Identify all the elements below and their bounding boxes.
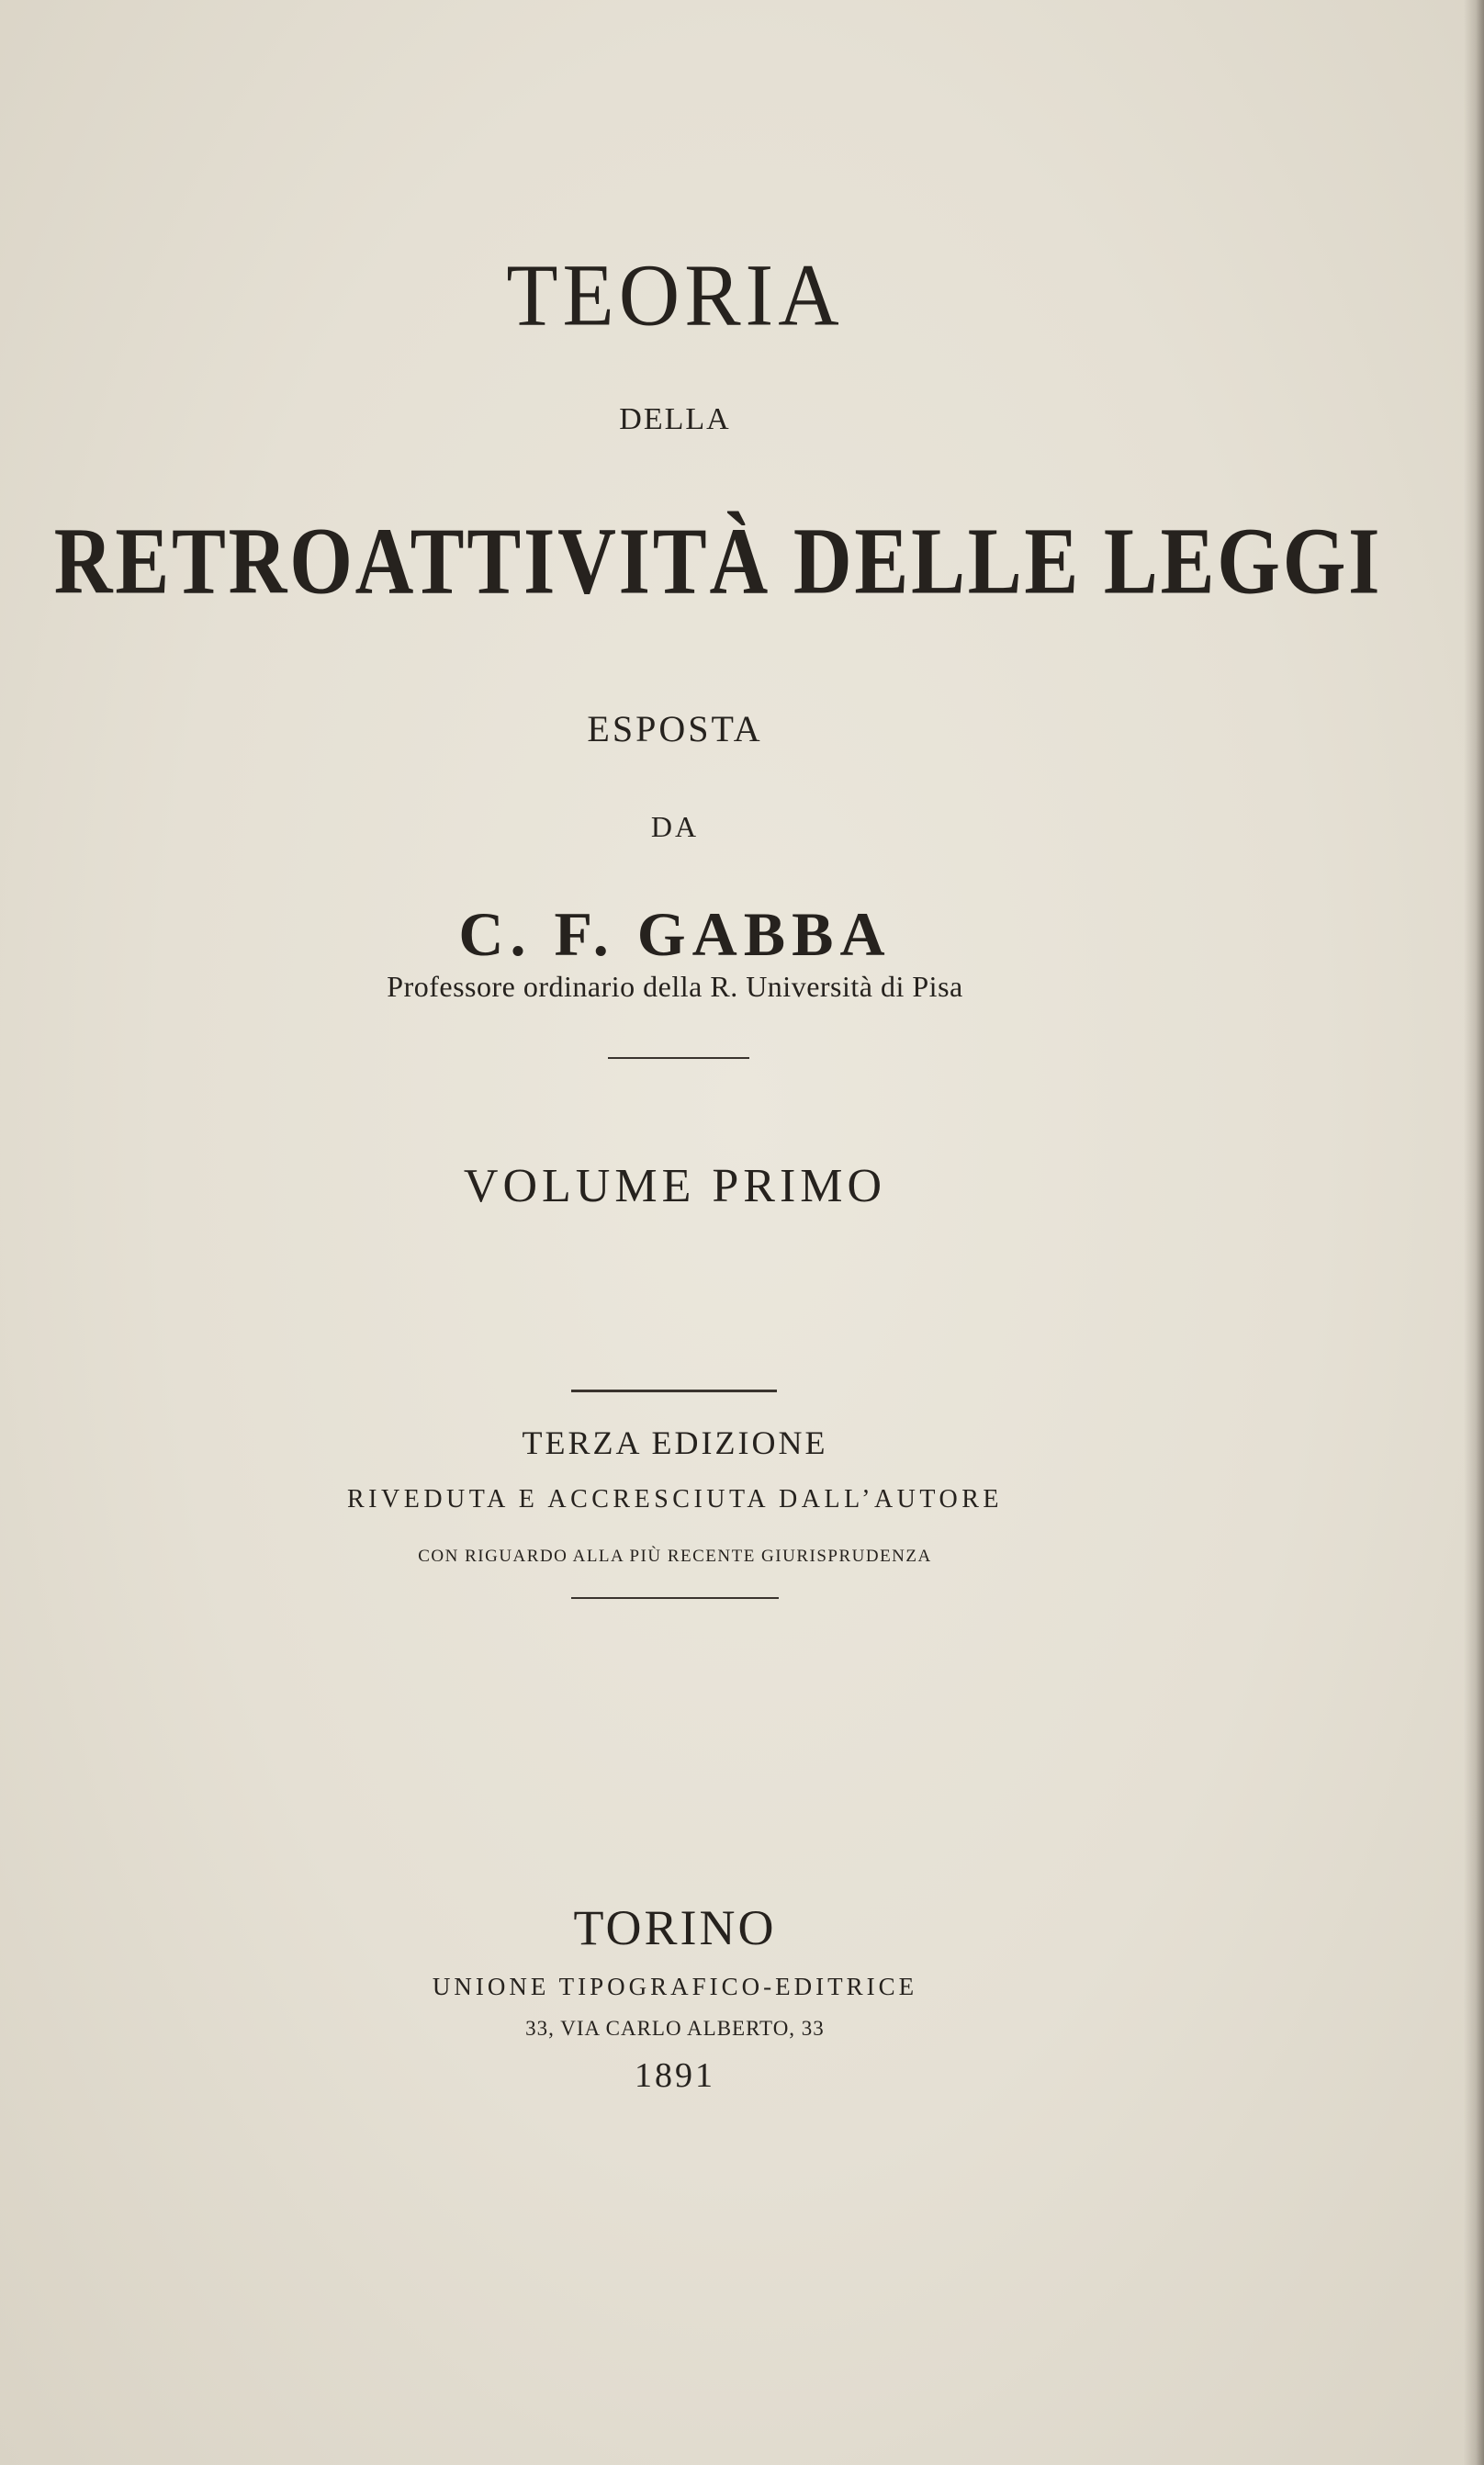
title-line-theory: TEORIA: [506, 245, 844, 344]
author-name: C. F. GABBA: [458, 899, 892, 969]
jurisprudence-note: CON RIGUARDO ALLA PIÙ RECENTE GIURISPRUDENZA: [418, 1547, 932, 1566]
volume-label: VOLUME PRIMO: [463, 1160, 887, 1212]
title-line-main: RETROATTIVITÀ DELLE LEGGI: [53, 507, 1383, 614]
divider-rule: [571, 1390, 777, 1392]
publication-city: TORINO: [573, 1900, 777, 1955]
divider-rule: [608, 1057, 749, 1059]
connector-della: DELLA: [619, 402, 731, 436]
edition-label: TERZA EDIZIONE: [522, 1424, 828, 1461]
publisher-address: 33, VIA CARLO ALBERTO, 33: [525, 2017, 825, 2040]
revision-note: RIVEDUTA E ACCRESCIUTA DALL’AUTORE: [347, 1485, 1003, 1514]
publisher-name: UNIONE TIPOGRAFICO-EDITRICE: [432, 1973, 918, 2000]
connector-esposta: ESPOSTA: [587, 708, 763, 749]
connector-da: DA: [650, 810, 700, 843]
page-edge-shadow: [1464, 0, 1484, 2465]
divider-rule: [571, 1597, 779, 1599]
publication-year: 1891: [635, 2056, 715, 2095]
author-affiliation: Professore ordinario della R. Università di Pisa: [387, 970, 963, 1003]
